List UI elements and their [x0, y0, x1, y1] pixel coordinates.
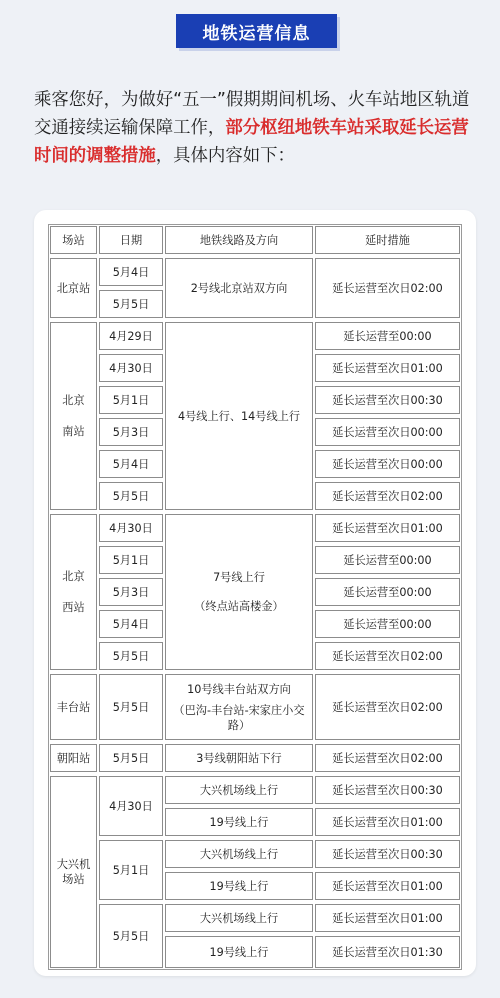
header-measure: 延时措施	[315, 226, 460, 254]
date-cell: 5月4日	[99, 258, 163, 286]
date-cell: 4月30日	[99, 776, 163, 836]
header-date: 日期	[99, 226, 163, 254]
measure-cell: 延长运营至次日01:00	[315, 904, 460, 932]
line-note: （终点站高楼金）	[194, 600, 284, 613]
station-fengtai: 丰台站	[50, 674, 97, 740]
line-cell: 大兴机场线上行	[165, 840, 313, 868]
measure-cell: 延长运营至00:00	[315, 578, 460, 606]
measure-cell: 延长运营至次日00:30	[315, 386, 460, 414]
measure-cell: 延长运营至次日01:00	[315, 808, 460, 836]
station-name-line2: 南站	[62, 425, 85, 438]
station-name-line1: 北京	[62, 570, 85, 583]
line-name: 10号线丰台站双方向	[187, 682, 291, 696]
date-cell: 5月3日	[99, 578, 163, 606]
station-beijing: 北京站	[50, 258, 97, 318]
station-name-line2: 场站	[62, 873, 85, 886]
station-chaoyang: 朝阳站	[50, 744, 97, 772]
station-daxing-airport	[50, 776, 97, 968]
measure-cell: 延长运营至次日01:00	[315, 872, 460, 900]
date-cell: 5月5日	[99, 482, 163, 510]
header-line: 地铁线路及方向	[165, 226, 313, 254]
date-cell: 5月5日	[99, 744, 163, 772]
station-name-line1: 大兴机	[56, 858, 91, 871]
section-title: 地铁运营信息	[202, 23, 311, 44]
line-cell: 大兴机场线上行	[165, 904, 313, 932]
measure-cell: 延长运营至次日00:30	[315, 840, 460, 868]
date-cell: 5月4日	[99, 450, 163, 478]
measure-cell: 延长运营至次日01:00	[315, 514, 460, 542]
measure-cell: 延长运营至次日02:00	[315, 674, 460, 740]
measure-cell: 延长运营至次日00:00	[315, 450, 460, 478]
measure-cell: 延长运营至次日02:00	[315, 482, 460, 510]
line-cell: 19号线上行	[165, 936, 313, 968]
date-cell: 5月1日	[99, 386, 163, 414]
measure-cell: 延长运营至次日02:00	[315, 258, 460, 318]
measure-cell: 延长运营至次日00:00	[315, 418, 460, 446]
station-name-line1: 北京	[62, 394, 85, 407]
date-cell: 5月4日	[99, 610, 163, 638]
line-cell	[165, 674, 313, 740]
intro-paragraph	[34, 86, 474, 170]
date-cell: 5月1日	[99, 840, 163, 900]
header-station: 场站	[50, 226, 97, 254]
station-beijing-west	[50, 514, 97, 670]
measure-cell: 延长运营至次日02:00	[315, 744, 460, 772]
section-title-banner	[176, 14, 337, 48]
line-cell: 19号线上行	[165, 872, 313, 900]
date-cell: 5月5日	[99, 674, 163, 740]
date-cell: 5月5日	[99, 290, 163, 318]
measure-cell: 延长运营至次日00:30	[315, 776, 460, 804]
intro-highlight: 部分枢纽地铁车站采取延长运营时间的调整措施	[34, 118, 469, 166]
measure-cell: 延长运营至00:00	[315, 610, 460, 638]
station-name-line2: 西站	[62, 601, 85, 614]
measure-cell: 延长运营至次日02:00	[315, 642, 460, 670]
line-cell: 大兴机场线上行	[165, 776, 313, 804]
line-cell: 3号线朝阳站下行	[165, 744, 313, 772]
date-cell: 4月30日	[99, 514, 163, 542]
date-cell: 4月29日	[99, 322, 163, 350]
measure-cell: 延长运营至次日01:00	[315, 354, 460, 382]
intro-text: 乘客您好，为做好“五一”假期期间机场、火车站地区轨道交通接续运输保障工作，	[34, 90, 470, 138]
date-cell: 4月30日	[99, 354, 163, 382]
date-cell: 5月3日	[99, 418, 163, 446]
station-beijing-south	[50, 322, 97, 510]
measure-cell: 延长运营至00:00	[315, 546, 460, 574]
date-cell: 5月5日	[99, 904, 163, 968]
line-cell: 2号线北京站双方向	[165, 258, 313, 318]
date-cell: 5月1日	[99, 546, 163, 574]
line-name: 7号线上行	[213, 571, 265, 584]
measure-cell: 延长运营至00:00	[315, 322, 460, 350]
measure-cell: 延长运营至次日01:30	[315, 936, 460, 968]
line-cell: 4号线上行、14号线上行	[165, 322, 313, 510]
intro-text-end: ，具体内容如下：	[155, 146, 295, 166]
line-cell: 19号线上行	[165, 808, 313, 836]
line-cell	[165, 514, 313, 670]
line-note: （巴沟-丰台站-宋家庄小交路）	[173, 703, 305, 732]
date-cell: 5月5日	[99, 642, 163, 670]
